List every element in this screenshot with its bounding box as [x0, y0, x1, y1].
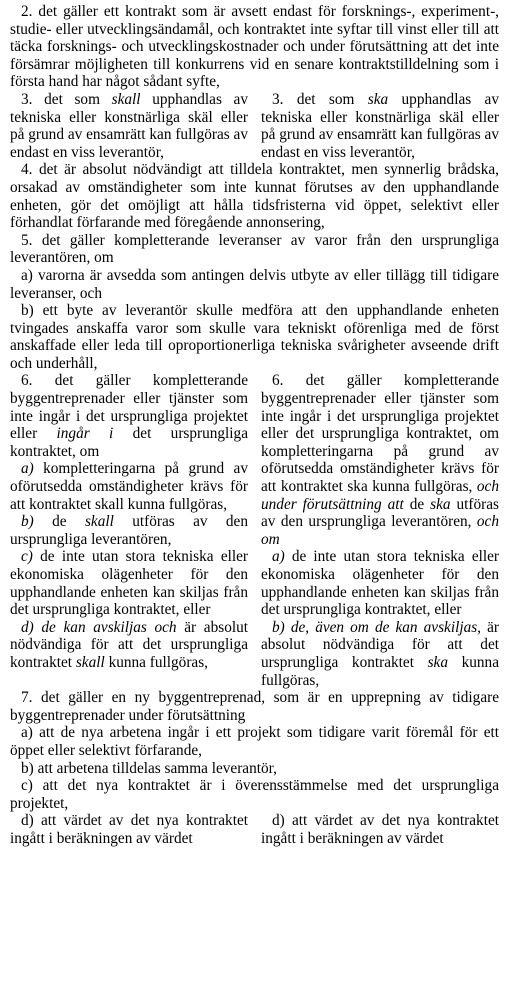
paragraph-6b-proposed [261, 619, 499, 689]
italic-change: och om [261, 513, 499, 548]
comparison-columns-p7d [10, 812, 499, 847]
text-run: är absolut nödvändiga för att det ursprungliga kontraktet [10, 618, 248, 671]
text-run: de inte utan stora tekniska eller ekonomiska olägenheter för den upphandlande enheten kan skiljas från det ursprungliga kontraktet, eller [261, 548, 499, 619]
section-full-width-top [10, 3, 499, 91]
text-run: kompletteringarna på grund av oförutsedda omständigheter krävs för att kontraktet skall kunna fullgöras, [10, 460, 248, 513]
text-run: 3. det som [21, 90, 112, 108]
text-run: 6. det gäller kompletterande byggentreprenader eller tjänster som inte ingår i det ursprungliga projektet eller det ursprungliga kontraktet, om kompletteringarna på grund av oförutsedda omständigheter krävs för att kontraktet ska kunna fullgöras, [261, 372, 499, 496]
italic-change: skall [111, 90, 141, 108]
text-run: är absolut nödvändiga för att det ursprungliga kontraktet [261, 618, 499, 671]
comparison-columns-p6 [10, 372, 499, 689]
paragraph-6-current-intro [10, 372, 248, 460]
text-run: de inte utan stora tekniska eller ekonomiska olägenheter för den upphandlande enheten kan skiljas från det ursprungliga kontraktet, eller [10, 548, 248, 619]
paragraph-5: 5. det gäller kompletterande leveranser av varor från den ursprungliga leverantören, om [10, 231, 499, 267]
italic-change: skall [75, 653, 105, 671]
right-column-p6 [261, 372, 499, 689]
left-column-p6 [10, 372, 248, 689]
section-full-width-middle [10, 161, 499, 372]
comparison-columns-p3 [10, 91, 499, 161]
left-column-p7d [10, 812, 248, 847]
italic-change: b) de, även om de kan avskiljas, [272, 618, 482, 636]
text-run: de [403, 495, 431, 513]
paragraph-2: 2. det gäller ett kontrakt som är avsett endast för forsknings-, experiment-, studie- eller utvecklingsändamål, och kontraktet inte syftar till vinst eller till att täcka forsknings- och utvecklingskostnader och under förutsättning att det inte försämrar möjligheten till konkurrens vid en senare kontraktstilldelning som i första hand har något sådant syfte, [10, 3, 499, 91]
italic-change: b) [21, 513, 34, 531]
left-column-p3 [10, 91, 248, 161]
italic-change: a) [21, 460, 34, 478]
paragraph-4: 4. det är absolut nödvändigt att tilldela kontraktet, men synnerlig brådska, orsakad av omständigheter som inte kunnat förutses av den upphandlande enheten, gör det omöjligt att hålla tidsfristerna vid öppet, selektivt eller förhandlat förfarande med föregående annonsering, [10, 161, 499, 232]
italic-change: c) [21, 548, 33, 566]
italic-change: d) de kan avskiljas och [21, 618, 177, 636]
right-column-p3 [261, 91, 499, 161]
text-run: de [33, 513, 85, 531]
paragraph-7c: c) att det nya kontraktet är i överensstämmelse med det ursprungliga projektet, [10, 777, 499, 812]
paragraph-6b-current [10, 513, 248, 548]
paragraph-7d-current: d) att värdet av det nya kontraktet ingått i beräkningen av värdet [10, 812, 248, 847]
italic-change: skall [84, 513, 114, 531]
italic-change: ingår i [56, 425, 114, 443]
section-full-width-bottom [10, 689, 499, 812]
paragraph-7d-proposed: d) att värdet av det nya kontraktet ingått i beräkningen av värdet [261, 812, 499, 847]
text-run: kunna fullgöras, [261, 653, 499, 689]
italic-change: a) [272, 548, 285, 566]
paragraph-3-proposed [261, 91, 499, 161]
paragraph-6a-proposed [261, 548, 499, 618]
text-run: upphandlas av tekniska eller konstnärliga skäl eller på grund av ensamrätt kan fullgöras av endast en viss leverantör, [261, 90, 499, 161]
italic-change: och under förutsättning att [261, 478, 499, 513]
italic-change: ska [367, 90, 389, 108]
paragraph-5a: a) varorna är avsedda som antingen delvis utbyte av eller tillägg till tidigare leveranser, och [10, 266, 499, 302]
paragraph-7: 7. det gäller en ny byggentreprenad, som är en upprepning av tidigare byggentreprenader under förutsättning [10, 689, 499, 724]
paragraph-6a-current [10, 460, 248, 513]
text-run: kunna fullgöras, [104, 653, 208, 671]
italic-change: ska [430, 495, 451, 513]
text-run: 3. det som [272, 90, 368, 108]
text-run: 6. det gäller kompletterande byggentreprenader eller tjänster som inte ingår i det ursprungliga projektet eller [10, 372, 248, 443]
paragraph-6c-current [10, 548, 248, 618]
paragraph-5b: b) ett byte av leverantör skulle medföra att den upphandlande enheten tvingades anskaffa varor som skulle vara tekniskt oförenliga med de först anskaffade eller leda till oproportionerliga tekniska svårigheter avseende drift och underhåll, [10, 302, 499, 372]
text-run: det ursprungliga kontraktet, om [10, 425, 248, 460]
paragraph-7b: b) att arbetena tilldelas samma leverantör, [21, 759, 277, 777]
paragraph-3-current [10, 91, 248, 161]
paragraph-6d-current [10, 619, 248, 672]
italic-change: ska [427, 653, 448, 671]
right-column-p7d [261, 812, 499, 847]
text-run: upphandlas av tekniska eller konstnärliga skäl eller på grund av ensamrätt kan fullgöras av endast en viss leverantör, [10, 90, 248, 161]
paragraph-7a: a) att de nya arbetena ingår i ett projekt som tidigare varit föremål för ett öppet eller selektivt förfarande, [10, 724, 499, 759]
text-run: utföras av den ursprungliga leverantören, [10, 513, 248, 548]
text-run: utföras av den ursprungliga leverantören, [261, 495, 499, 531]
paragraph-6-proposed-intro [261, 372, 499, 548]
